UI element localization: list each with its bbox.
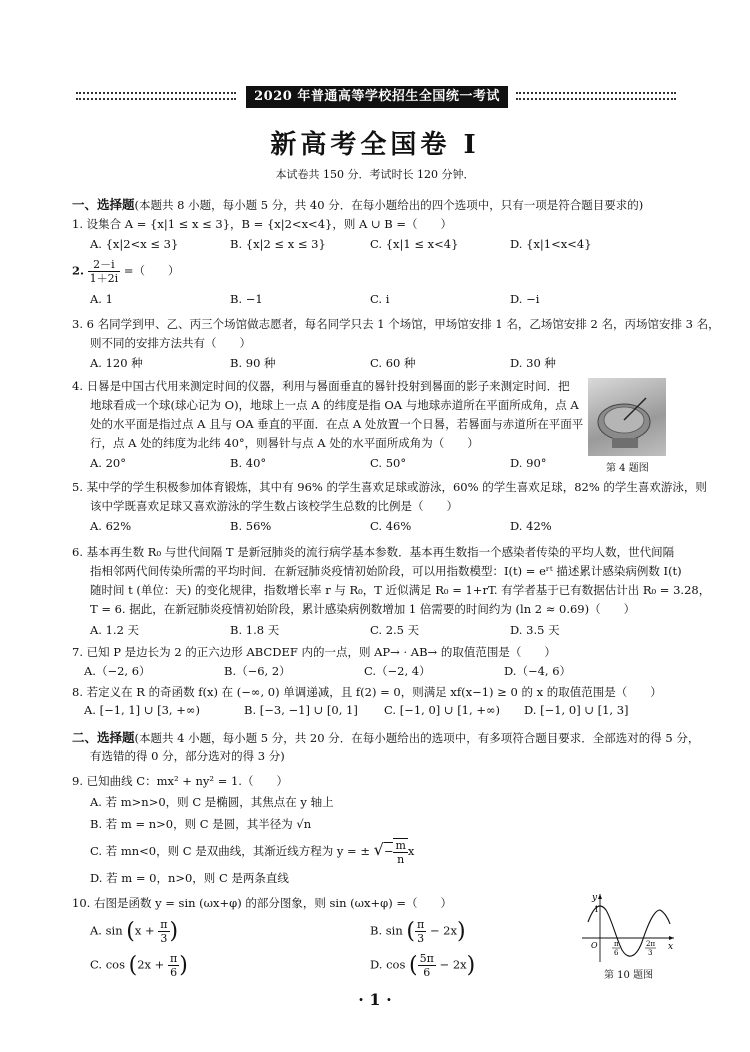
- q9-option-c: [90, 838, 414, 866]
- banner-dots-left: [76, 92, 236, 102]
- q8-option-d: D. [−1, 0] ∪ [1, 3]: [524, 703, 629, 717]
- q3-option-d: D. 30 种: [510, 356, 556, 370]
- q10-d-frac-numerator: 5π: [419, 952, 434, 965]
- q10-c-fn: C. cos: [90, 957, 125, 972]
- graph-label-origin: O: [591, 941, 598, 950]
- q5-option-a: A. 62%: [90, 519, 132, 533]
- question-5-line-2: 该中学既喜欢足球又喜欢游泳的学生数占该校学生总数的比例是（ ）: [90, 499, 458, 513]
- section-1-note: (本题共 8 小题，每小题 5 分，共 40 分．在每小题给出的四个选项中，只有一项是符合题目要求的): [134, 198, 644, 212]
- section-1-title: 一、选择题: [72, 197, 135, 212]
- q2-frac-numerator: 2－i: [88, 258, 121, 272]
- q1-option-c: C. {x|1 ≤ x<4}: [370, 237, 459, 251]
- q4-option-c: C. 50°: [370, 456, 407, 470]
- section-2-heading: [72, 728, 699, 746]
- q6-option-c: C. 2.5 天: [370, 623, 420, 637]
- section-1-heading: [72, 195, 643, 213]
- graph-label-one: 1: [594, 905, 600, 914]
- sundial-figure: [588, 378, 666, 456]
- q9-c-sqrt: √: [373, 840, 384, 859]
- q4-option-a: A. 20°: [90, 456, 126, 470]
- q10-b-fn: B. sin: [370, 923, 403, 938]
- question-7: 7. 已知 P 是边长为 2 的正六边形 ABCDEF 内的一点，则 AP→ · AB→ 的取值范围是（ ）: [72, 645, 556, 659]
- graph-tick-2-num: 2π: [646, 940, 656, 948]
- q6-option-d: D. 3.5 天: [510, 623, 560, 637]
- q4-figure-caption: 第 4 题图: [606, 463, 649, 474]
- question-6-line-3: 随时间 t (单位：天) 的变化规律，指数增长率 r 与 R₀，T 近似满足 R₀ = 1+rT. 有学者基于已有数据估计出 R₀ = 3.28，: [90, 583, 711, 597]
- q10-figure-caption: 第 10 题图: [604, 970, 654, 981]
- q10-graph-svg: [578, 888, 678, 964]
- q1-option-d: D. {x|1<x<4}: [510, 237, 592, 251]
- q7-option-a: A.（−2, 6）: [84, 664, 151, 678]
- q9-option-b: B. 若 m = n>0，则 C 是圆，其半径为 √n: [90, 817, 312, 831]
- q10-option-c: C. cos (2x + $\frac{\pi}{6}$ ): [90, 952, 188, 979]
- q9-option-a: A. 若 m>n>0，则 C 是椭圆，其焦点在 y 轴上: [90, 795, 334, 809]
- q9-c-frac-numerator: m: [395, 839, 406, 852]
- question-4-line-1: 4. 日晷是中国古代用来测定时间的仪器，利用与晷面垂直的晷针投射到晷面的影子来测定时间．把: [72, 379, 570, 393]
- q10-a-frac-denominator: 3: [160, 932, 168, 945]
- graph-label-x: x: [668, 942, 674, 952]
- q10-option-b: B. sin ( $\frac{\pi}{3}$ − 2x): [370, 918, 466, 945]
- question-4-line-2: 地球看成一个球(球心记为 O)，地球上一点 A 的纬度是指 OA 与地球赤道所在平面所成角，点 A: [90, 398, 579, 412]
- banner-label: 2020 年普通高等学校招生全国统一考试: [246, 86, 508, 108]
- q4-option-d: D. 90°: [510, 456, 547, 470]
- q10-c-inner: 2x +: [137, 957, 165, 972]
- question-6-line-1: 6. 基本再生数 R₀ 与世代间隔 T 是新冠肺炎的流行病学基本参数．基本再生数指一个感染者传染的平均人数，世代间隔: [72, 545, 675, 559]
- question-2: [72, 258, 179, 285]
- q9-option-d: D. 若 m = 0，n>0，则 C 是两条直线: [90, 871, 289, 885]
- q5-option-d: D. 42%: [510, 519, 552, 533]
- q5-option-c: C. 46%: [370, 519, 412, 533]
- banner-dots-right: [516, 92, 676, 102]
- section-2-note: (本题共 4 小题，每小题 5 分，共 20 分．在每小题给出的选项中，有多项符合题目要求．全部选对的得 5 分，: [134, 731, 700, 745]
- q9-c-minus: −: [383, 844, 394, 858]
- question-6-line-4: T = 6. 据此，在新冠肺炎疫情初始阶段，累计感染病例数增加 1 倍需要的时间约为 (ln 2 ≈ 0.69)（ ）: [90, 602, 636, 616]
- question-4-line-4: 行，点 A 处的纬度为北纬 40°，则晷针与点 A 处的水平面所成角为（ ）: [90, 436, 479, 450]
- sundial-illustration: [588, 378, 666, 456]
- q9-c-x: x: [407, 844, 415, 858]
- q10-a-fn: A. sin: [90, 923, 123, 938]
- q2-option-b: B. −1: [230, 292, 263, 306]
- question-5-line-1: 5. 某中学的学生积极参加体育锻炼，其中有 96% 的学生喜欢足球或游泳，60% 的学生喜欢足球，82% 的学生喜欢游泳，则: [72, 480, 707, 494]
- q10-d-frac-denominator: 6: [423, 966, 431, 979]
- q6-option-b: B. 1.8 天: [230, 623, 280, 637]
- q9-c-fraction: [393, 838, 407, 866]
- q9-c-frac-denominator: n: [397, 853, 405, 866]
- q6-option-a: A. 1.2 天: [90, 623, 140, 637]
- q10-a-inner: x +: [134, 923, 155, 938]
- q9-c-text: C. 若 mn<0，则 C 是双曲线，其渐近线方程为 y = ±: [90, 844, 370, 858]
- q2-number: 2.: [72, 263, 85, 278]
- q2-option-d: D. −i: [510, 292, 540, 306]
- q3-option-c: C. 60 种: [370, 356, 416, 370]
- q10-b-frac-numerator: π: [417, 918, 425, 931]
- q1-option-a: A. {x|2<x ≤ 3}: [90, 237, 179, 251]
- q4-option-b: B. 40°: [230, 456, 267, 470]
- q10-b-fraction: [415, 918, 426, 945]
- q10-d-fn: D. cos: [370, 957, 406, 972]
- q10-c-frac-denominator: 6: [170, 966, 178, 979]
- graph-tick-1-num: π: [614, 940, 619, 948]
- question-3-line-1: 3. 6 名同学到甲、乙、丙三个场馆做志愿者，每名同学只去 1 个场馆，甲场馆安排 1 名，乙场馆安排 2 名，丙场馆安排 3 名，: [72, 317, 720, 331]
- q7-option-d: D.（−4, 6）: [504, 664, 572, 678]
- q2-tail: =（ ）: [123, 263, 180, 278]
- q3-option-a: A. 120 种: [90, 356, 143, 370]
- q2-frac-denominator: 1＋2i: [89, 272, 119, 285]
- q3-option-b: B. 90 种: [230, 356, 276, 370]
- q10-d-fraction: [418, 952, 436, 979]
- question-4-line-3: 处的水平面是指过点 A 且与 OA 垂直的平面．在点 A 处放置一个日晷，若晷面与赤道所在平面平: [90, 417, 584, 431]
- q8-option-c: C. [−1, 0] ∪ [1, +∞): [384, 703, 501, 717]
- question-6-line-2: 指相邻两代间传染所需的平均时间．在新冠肺炎疫情初始阶段，可以用指数模型：I(t) = eʳᵗ 描述累计感染病例数 I(t): [90, 564, 682, 578]
- graph-tick-1-den: 6: [614, 949, 619, 957]
- question-10: 10. 右图是函数 y = sin (ωx+φ) 的部分图象，则 sin (ωx+φ) =（ ）: [72, 896, 452, 910]
- q2-fraction: [88, 258, 121, 285]
- q10-option-d: D. cos ( $\frac{5\pi}{6}$ − 2x): [370, 952, 476, 979]
- graph-tick-2-den: 3: [648, 949, 653, 957]
- q10-sine-graph: [578, 888, 678, 964]
- q10-c-frac-numerator: π: [169, 952, 178, 965]
- exam-banner: [76, 86, 676, 108]
- q10-b-frac-denominator: 3: [417, 932, 425, 945]
- q8-option-b: B. [−3, −1] ∪ [0, 1]: [244, 703, 358, 717]
- section-2-note-line-2: 有选错的得 0 分，部分选对的得 3 分): [90, 749, 285, 763]
- section-2-title: 二、选择题: [72, 730, 135, 745]
- q5-option-b: B. 56%: [230, 519, 272, 533]
- question-3-line-2: 则不同的安排方法共有（ ）: [90, 336, 251, 350]
- question-1: 1. 设集合 A = {x|1 ≤ x ≤ 3}，B = {x|2<x<4}，则 A ∪ B =（ ）: [72, 217, 452, 231]
- page-number: · 1 ·: [358, 990, 392, 1009]
- q10-d-tail: − 2x: [439, 957, 467, 972]
- page-title: 新高考全国卷 I: [270, 130, 480, 160]
- question-9: 9. 已知曲线 C：mx² + ny² = 1.（ ）: [72, 774, 288, 788]
- q10-c-fraction: [168, 952, 179, 979]
- q7-option-b: B.（−6, 2）: [224, 664, 291, 678]
- q2-option-c: C. i: [370, 292, 390, 306]
- q1-option-b: B. {x|2 ≤ x ≤ 3}: [230, 237, 326, 251]
- q10-option-a: A. sin (x + $\frac{\pi}{3}$ ): [90, 918, 179, 945]
- question-8: 8. 若定义在 R 的奇函数 f(x) 在 (−∞, 0) 单调递减，且 f(2) = 0，则满足 xf(x−1) ≥ 0 的 x 的取值范围是（ ）: [72, 685, 662, 699]
- q10-a-frac-numerator: π: [160, 918, 168, 931]
- page-subtitle: 本试卷共 150 分．考试时长 120 分钟．: [275, 168, 475, 181]
- q10-a-fraction: [158, 918, 169, 945]
- q2-option-a: A. 1: [90, 292, 113, 306]
- q8-option-a: A. [−1, 1] ∪ [3, +∞): [84, 703, 200, 717]
- q10-b-tail: − 2x: [429, 923, 457, 938]
- q7-option-c: C.（−2, 4）: [364, 664, 431, 678]
- graph-label-y: y: [592, 893, 598, 903]
